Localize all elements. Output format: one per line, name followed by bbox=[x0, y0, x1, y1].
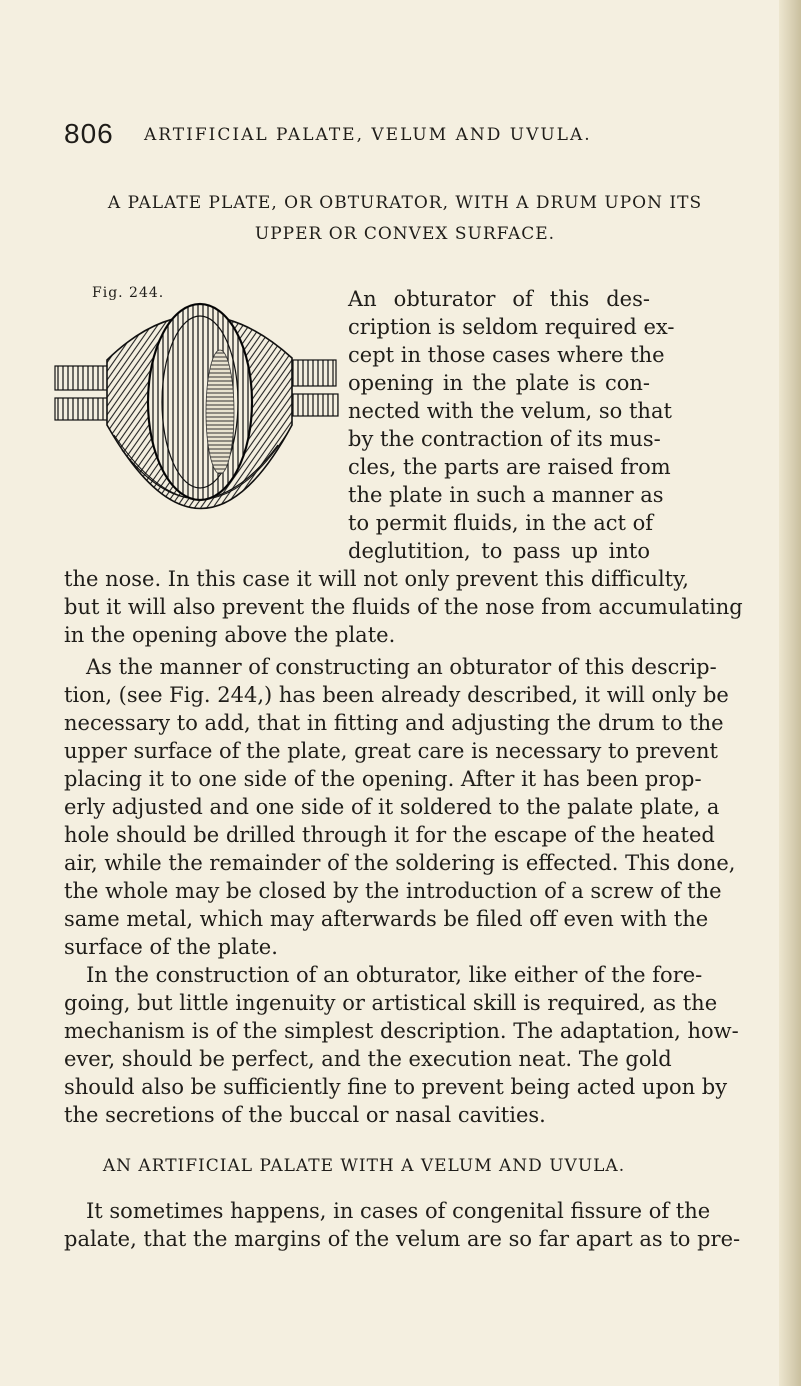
right-flange bbox=[290, 360, 336, 386]
body-text-line: opening in the plate is con- bbox=[348, 371, 650, 395]
body-text-line: ever, should be perfect, and the execution neat. The gold bbox=[64, 1047, 672, 1071]
body-text-line: going, but little ingenuity or artistical skill is required, as the bbox=[64, 991, 718, 1015]
section-heading-line-2: UPPER OR CONVEX SURFACE. bbox=[254, 224, 556, 244]
drum-shape bbox=[148, 304, 252, 500]
body-text-line: hole should be drilled through it for the escape of the heated bbox=[64, 823, 715, 847]
body-text-line: placing it to one side of the opening. After it has been prop- bbox=[64, 767, 702, 791]
left-flange bbox=[55, 366, 111, 390]
section-heading-velum-uvula: AN ARTIFICIAL PALATE WITH A VELUM AND UVULA. bbox=[102, 1156, 626, 1176]
section-heading-line-1: A PALATE PLATE, OR OBTURATOR, WITH A DRUM UPON ITS bbox=[107, 193, 703, 213]
obturator-figure bbox=[52, 300, 342, 538]
body-text-line: cription is seldom required ex- bbox=[348, 315, 675, 339]
body-text-line: palate, that the margins of the velum are so far apart as to pre- bbox=[64, 1227, 741, 1251]
body-text-line: the secretions of the buccal or nasal cavities. bbox=[64, 1103, 546, 1127]
body-text-line: the whole may be closed by the introduction of a screw of the bbox=[64, 879, 722, 903]
body-text-line: mechanism is of the simplest description. The adaptation, how- bbox=[64, 1019, 739, 1043]
body-text-line: cles, the parts are raised from bbox=[348, 455, 671, 479]
body-text-line: the plate in such a manner as bbox=[348, 483, 664, 507]
running-head bbox=[64, 118, 764, 152]
body-text-line: An obturator of this des- bbox=[348, 287, 650, 311]
figure-label: Fig. 244. bbox=[92, 285, 165, 301]
body-text-line: surface of the plate. bbox=[64, 935, 278, 959]
body-text-line: by the contraction of its mus- bbox=[348, 427, 661, 451]
body-text-line: In the construction of an obturator, like either of the fore- bbox=[86, 963, 703, 987]
body-text-line: in the opening above the plate. bbox=[64, 623, 396, 647]
body-text-line: cept in those cases where the bbox=[348, 343, 665, 367]
body-text-line: deglutition, to pass up into bbox=[348, 539, 650, 563]
body-text-line: should also be sufficiently fine to prevent being acted upon by bbox=[64, 1075, 728, 1099]
body-text-line: erly adjusted and one side of it soldered to the palate plate, a bbox=[64, 795, 720, 819]
page-edge bbox=[779, 0, 801, 1386]
body-text-line: but it will also prevent the fluids of the nose from accumulating bbox=[64, 595, 743, 619]
obturator-illustration bbox=[52, 300, 342, 538]
body-text-line: necessary to add, that in fitting and adjusting the drum to the bbox=[64, 711, 724, 735]
body-text-line: the nose. In this case it will not only prevent this difficulty, bbox=[64, 567, 689, 591]
running-title: ARTIFICIAL PALATE, VELUM AND UVULA. bbox=[144, 125, 592, 145]
right-flange-lower bbox=[292, 394, 338, 416]
body-text-line: same metal, which may afterwards be filed off even with the bbox=[64, 907, 709, 931]
page-number: 806 bbox=[64, 118, 114, 149]
body-text-line: to permit fluids, in the act of bbox=[348, 511, 654, 535]
left-flange-lower bbox=[55, 398, 111, 420]
body-text-line: air, while the remainder of the soldering is effected. This done, bbox=[64, 851, 736, 875]
body-text-line: As the manner of constructing an obturator of this descrip- bbox=[86, 655, 717, 679]
body-text-line: nected with the velum, so that bbox=[348, 399, 672, 423]
body-text-line: upper surface of the plate, great care is necessary to prevent bbox=[64, 739, 718, 763]
body-text-line: It sometimes happens, in cases of congenital fissure of the bbox=[86, 1199, 711, 1223]
body-text-line: tion, (see Fig. 244,) has been already described, it will only be bbox=[64, 683, 729, 707]
